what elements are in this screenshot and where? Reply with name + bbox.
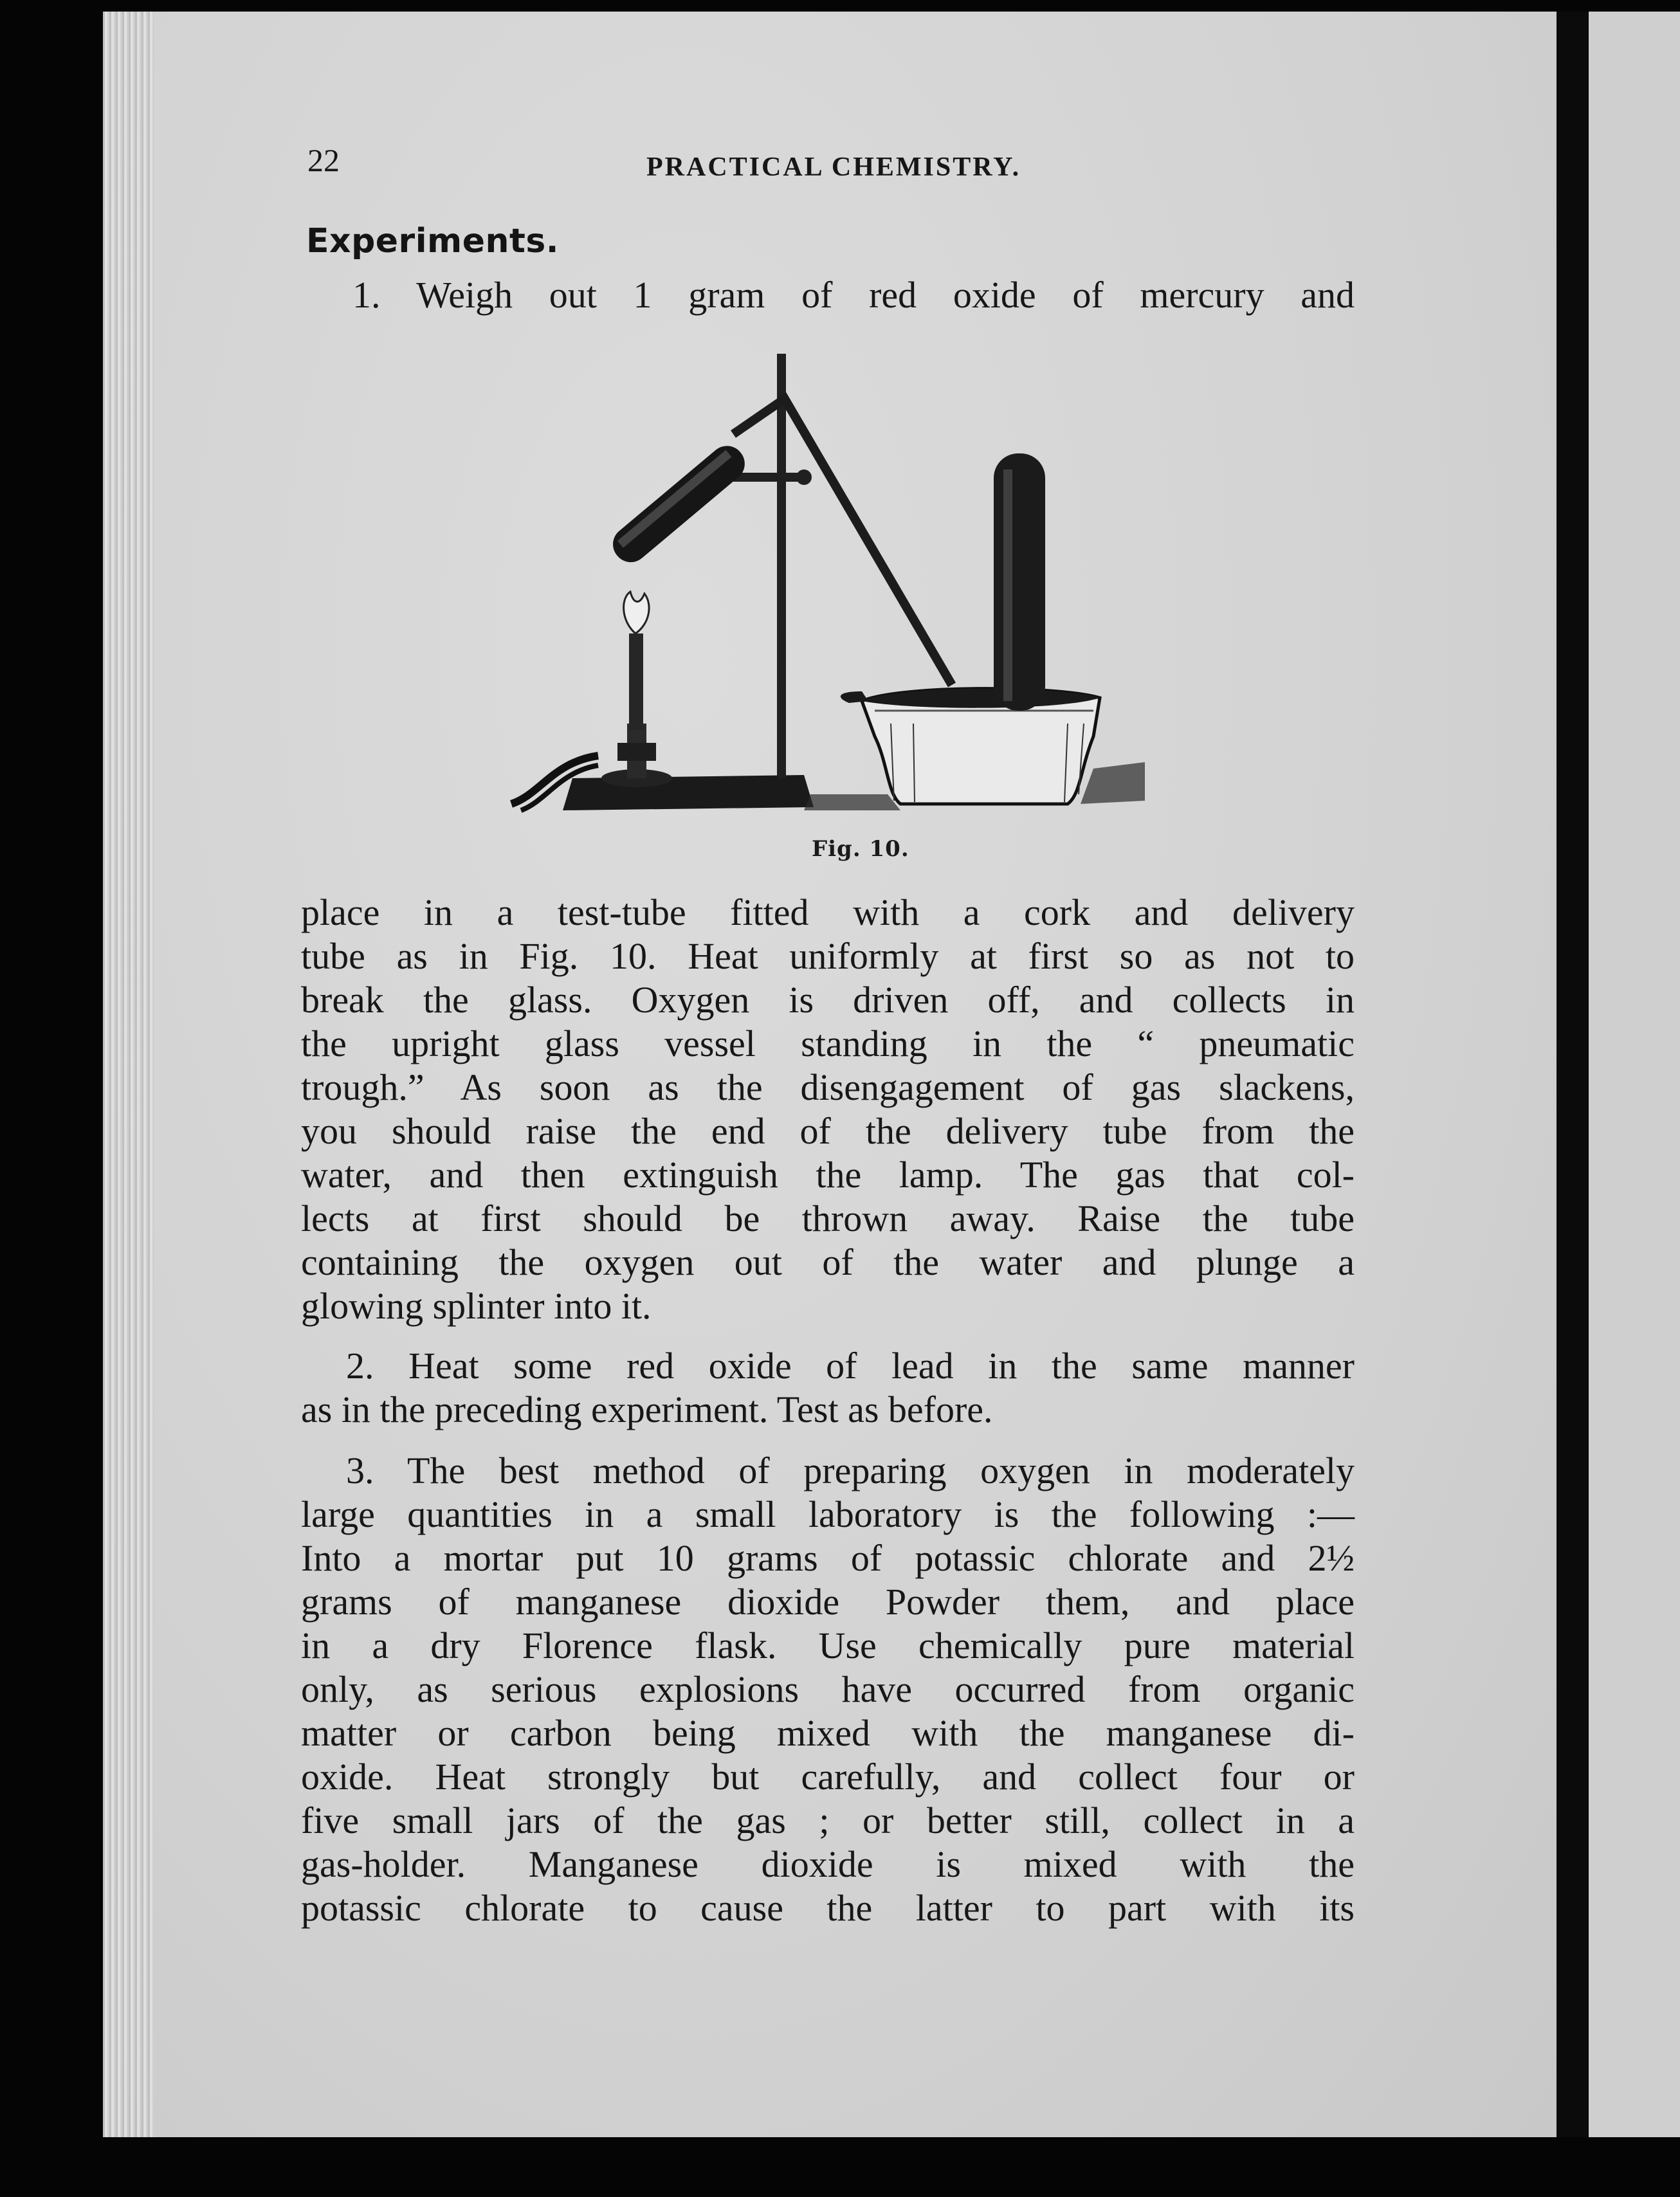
paragraph1-line: lects at first should be thrown away. Raise the tube bbox=[301, 1198, 1355, 1239]
paragraph3-line: large quantities in a small laboratory is the following :— bbox=[301, 1493, 1355, 1535]
paragraph1-line: break the glass. Oxygen is driven off, and collects in bbox=[301, 979, 1355, 1021]
paragraph1-line: trough.” As soon as the disengagement of gas slackens, bbox=[301, 1066, 1355, 1108]
paragraph3-line: 3. The best method of preparing oxygen in moderately bbox=[346, 1450, 1355, 1491]
paragraph1-line: tube as in Fig. 10. Heat uniformly at first so as not to bbox=[301, 935, 1355, 977]
facing-page-edge bbox=[1589, 12, 1680, 2137]
figure-caption: Fig. 10. bbox=[812, 836, 909, 862]
paragraph3-line: in a dry Florence flask. Use chemically pure material bbox=[301, 1625, 1355, 1666]
paragraph2-line: as in the preceding experiment. Test as before. bbox=[301, 1389, 993, 1430]
paragraph1-line: the upright glass vessel standing in the “ pneumatic bbox=[301, 1023, 1355, 1064]
paragraph1-line: place in a test-tube fitted with a cork and delivery bbox=[301, 891, 1355, 933]
paragraph3-line: oxide. Heat strongly but carefully, and collect four or bbox=[301, 1756, 1355, 1798]
paragraph3-line: potassic chlorate to cause the latter to part with its bbox=[301, 1887, 1355, 1929]
intro-line: 1. Weigh out 1 gram of red oxide of mercury and bbox=[352, 274, 1355, 316]
paragraph3-line: matter or carbon being mixed with the manganese di- bbox=[301, 1712, 1355, 1754]
apparatus-illustration bbox=[502, 351, 1164, 826]
paragraph1-line: glowing splinter into it. bbox=[301, 1285, 652, 1327]
paragraph1-line: water, and then extinguish the lamp. The gas that col- bbox=[301, 1154, 1355, 1196]
running-title: PRACTICAL CHEMISTRY. bbox=[646, 152, 1021, 182]
page-edges bbox=[103, 12, 154, 2137]
paragraph3-line: Into a mortar put 10 grams of potassic chlorate and 2½ bbox=[301, 1537, 1355, 1579]
paragraph1-line: you should raise the end of the delivery tube from the bbox=[301, 1110, 1355, 1152]
paragraph3-line: gas-holder. Manganese dioxide is mixed with the bbox=[301, 1843, 1355, 1885]
paragraph3-line: grams of manganese dioxide Powder them, and place bbox=[301, 1581, 1355, 1623]
paragraph1-line: containing the oxygen out of the water and plunge a bbox=[301, 1241, 1355, 1283]
page-number: 22 bbox=[307, 142, 340, 178]
paragraph2-line: 2. Heat some red oxide of lead in the same manner bbox=[346, 1345, 1355, 1387]
paragraph3-line: only, as serious explosions have occurred from organic bbox=[301, 1668, 1355, 1710]
book-binding bbox=[1557, 12, 1589, 2137]
paragraph3-line: five small jars of the gas ; or better still, collect in a bbox=[301, 1800, 1355, 1841]
section-heading: Experiments. bbox=[306, 222, 560, 260]
